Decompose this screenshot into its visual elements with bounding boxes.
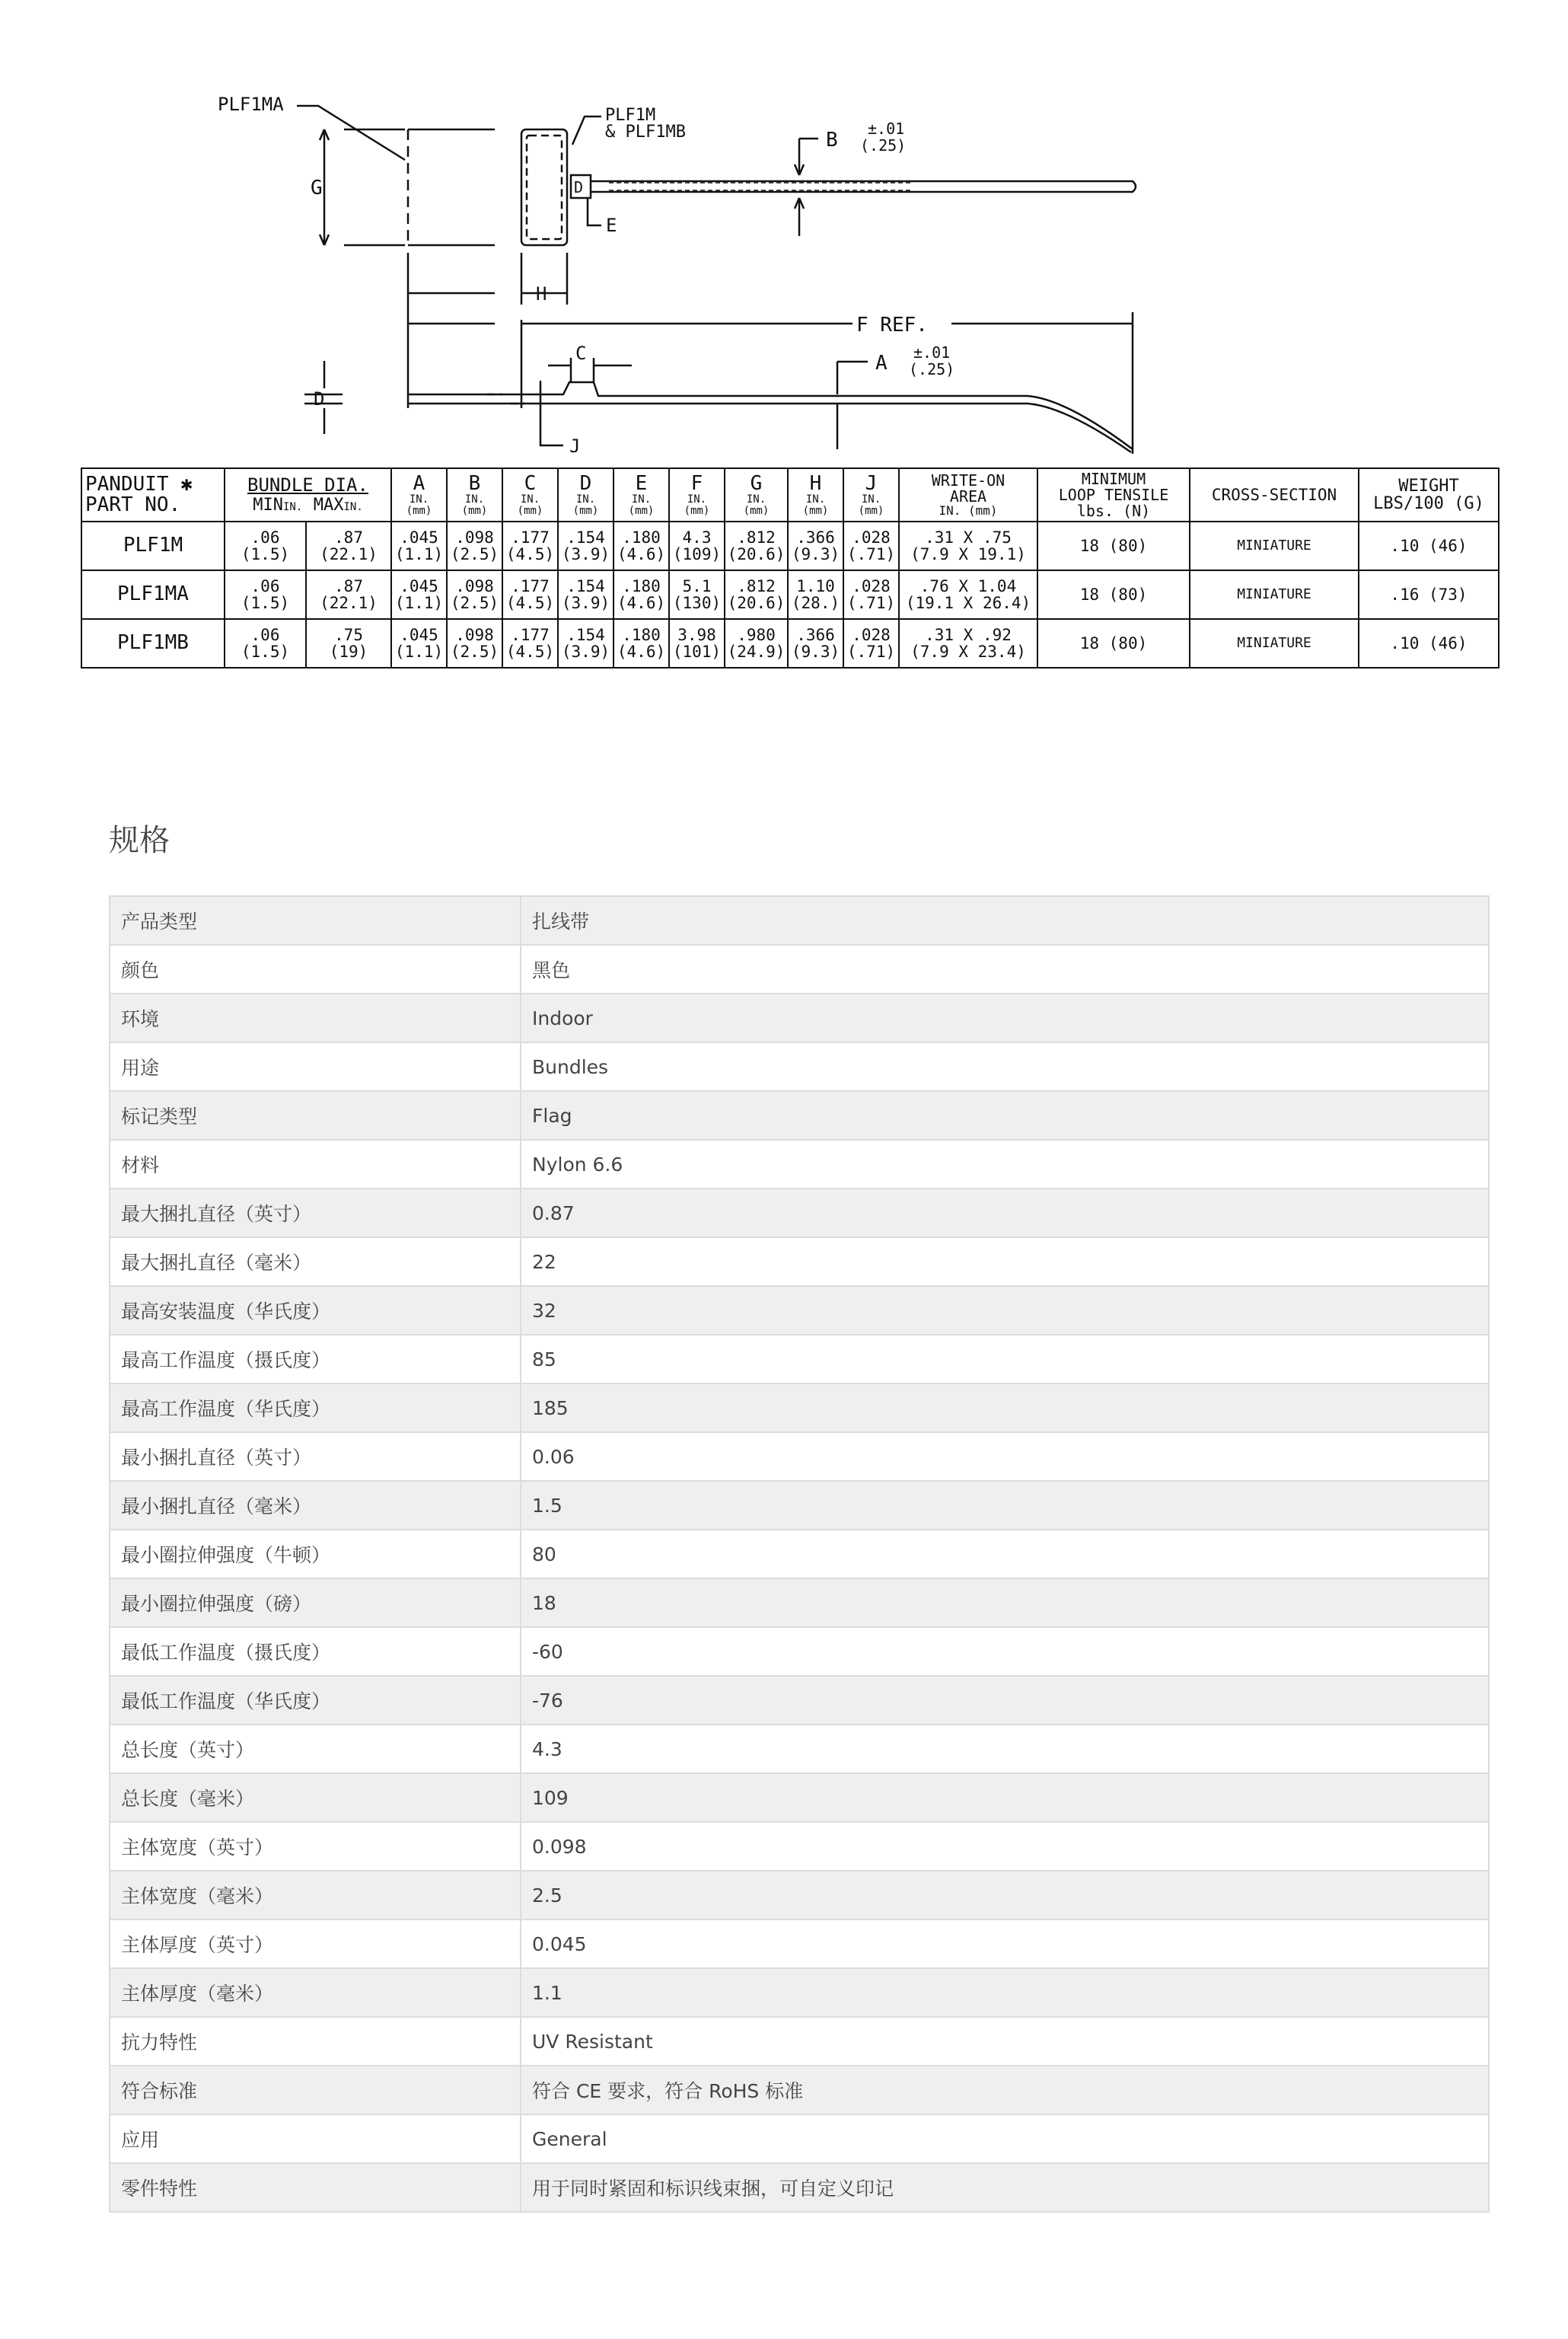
dim-cell: .812 (20.6) — [725, 522, 788, 570]
spec-value: Nylon 6.6 — [521, 1140, 1489, 1189]
dim-cell: MINIATURE — [1190, 522, 1359, 570]
spec-row — [110, 896, 1489, 945]
dim-cell: .177 (4.5) — [502, 570, 558, 619]
spec-row — [110, 1237, 1489, 1286]
spec-value: 0.045 — [521, 1919, 1489, 1968]
label-g: G — [311, 177, 323, 199]
dim-header-loop-tensile: MINIMUM LOOP TENSILE lbs. (N) — [1037, 468, 1190, 522]
label-c: C — [575, 343, 587, 364]
dim-cell: .154 (3.9) — [558, 619, 613, 668]
spec-value: General — [521, 2114, 1489, 2163]
label-plf1ma: PLF1MA — [218, 94, 284, 115]
label-f-ref: F REF. — [856, 314, 928, 337]
spec-row — [110, 1383, 1489, 1432]
spec-value: UV Resistant — [521, 2017, 1489, 2066]
dim-cell: .028 (.71) — [843, 570, 899, 619]
spec-section-title: 规格 — [109, 823, 170, 858]
dim-row — [81, 522, 1499, 570]
dim-header-h: H IN. (mm) — [788, 468, 843, 522]
dim-row — [81, 619, 1499, 668]
dim-header-c: C IN. (mm) — [502, 468, 558, 522]
spec-value: -76 — [521, 1676, 1489, 1725]
spec-row — [110, 1530, 1489, 1578]
dim-cell: .180 (4.6) — [613, 570, 669, 619]
spec-value: 18 — [521, 1578, 1489, 1627]
spec-row — [110, 945, 1489, 994]
spec-key: 主体厚度（毫米） — [110, 1968, 521, 2017]
spec-value: 109 — [521, 1773, 1489, 1822]
dim-cell: .177 (4.5) — [502, 619, 558, 668]
spec-key: 材料 — [110, 1140, 521, 1189]
label-d-head: D — [574, 178, 584, 196]
spec-key: 总长度（毫米） — [110, 1773, 521, 1822]
dim-row — [81, 570, 1499, 619]
dim-cell: .10 (46) — [1359, 522, 1499, 570]
spec-row — [110, 2017, 1489, 2066]
dim-header-j: J IN. (mm) — [843, 468, 899, 522]
spec-key: 最高安装温度（华氏度） — [110, 1286, 521, 1335]
spec-key: 零件特性 — [110, 2163, 521, 2212]
spec-key: 用途 — [110, 1042, 521, 1091]
dim-cell: .045 (1.1) — [391, 619, 447, 668]
dim-cell: .098 (2.5) — [447, 522, 502, 570]
dim-header-bundle: BUNDLE DIA. MININ. MAXIN. — [225, 468, 391, 522]
dim-header-g: G IN. (mm) — [725, 468, 788, 522]
spec-key: 最大捆扎直径（毫米） — [110, 1237, 521, 1286]
spec-row — [110, 1335, 1489, 1383]
label-a-tol2: (.25) — [909, 360, 955, 378]
dim-cell: 1.10 (28.) — [788, 570, 843, 619]
spec-key: 主体厚度（英寸） — [110, 1919, 521, 1968]
dim-cell: .028 (.71) — [843, 522, 899, 570]
spec-value: 4.3 — [521, 1725, 1489, 1773]
spec-row — [110, 994, 1489, 1042]
label-b-tol1: ±.01 — [868, 120, 905, 138]
spec-value: 22 — [521, 1237, 1489, 1286]
spec-table — [109, 895, 1490, 2213]
dim-cell: .06 (1.5) — [225, 570, 306, 619]
spec-value: 2.5 — [521, 1871, 1489, 1919]
spec-row — [110, 1042, 1489, 1091]
label-e: E — [606, 215, 617, 236]
dim-cell: .028 (.71) — [843, 619, 899, 668]
dim-part-no: PLF1MB — [81, 619, 225, 668]
dim-cell: MINIATURE — [1190, 570, 1359, 619]
dim-cell: .812 (20.6) — [725, 570, 788, 619]
dim-cell: .87 (22.1) — [306, 522, 391, 570]
spec-key: 主体宽度（毫米） — [110, 1871, 521, 1919]
label-plf1m: PLF1M — [605, 106, 656, 125]
spec-key: 最小捆扎直径（毫米） — [110, 1481, 521, 1530]
label-b: B — [826, 129, 838, 152]
dim-cell: .31 X .92 (7.9 X 23.4) — [899, 619, 1037, 668]
spec-row — [110, 1725, 1489, 1773]
dim-header-cross-section: CROSS-SECTION — [1190, 468, 1359, 522]
spec-value: Bundles — [521, 1042, 1489, 1091]
dim-cell: .366 (9.3) — [788, 619, 843, 668]
spec-value: -60 — [521, 1627, 1489, 1676]
dim-cell: .180 (4.6) — [613, 522, 669, 570]
dim-cell: .06 (1.5) — [225, 522, 306, 570]
spec-value: 0.87 — [521, 1189, 1489, 1237]
spec-value: 80 — [521, 1530, 1489, 1578]
spec-value: Flag — [521, 1091, 1489, 1140]
spec-key: 最小圈拉伸强度（磅） — [110, 1578, 521, 1627]
dim-cell: .177 (4.5) — [502, 522, 558, 570]
label-a-tol1: ±.01 — [913, 343, 951, 362]
spec-value: 黑色 — [521, 945, 1489, 994]
dim-cell: .366 (9.3) — [788, 522, 843, 570]
dim-header-write-on: WRITE-ON AREA IN. (mm) — [899, 468, 1037, 522]
dim-cell: .980 (24.9) — [725, 619, 788, 668]
spec-row — [110, 1189, 1489, 1237]
spec-value: 185 — [521, 1383, 1489, 1432]
dim-cell: 18 (80) — [1037, 619, 1190, 668]
spec-row — [110, 1578, 1489, 1627]
dim-header-e: E IN. (mm) — [613, 468, 669, 522]
spec-key: 颜色 — [110, 945, 521, 994]
dim-cell: .06 (1.5) — [225, 619, 306, 668]
spec-key: 抗力特性 — [110, 2017, 521, 2066]
spec-value: 用于同时紧固和标识线束捆，可自定义印记 — [521, 2163, 1489, 2212]
spec-row — [110, 1091, 1489, 1140]
spec-key: 最大捆扎直径（英寸） — [110, 1189, 521, 1237]
dim-part-no: PLF1M — [81, 522, 225, 570]
dim-cell: 18 (80) — [1037, 570, 1190, 619]
dim-cell: .154 (3.9) — [558, 570, 613, 619]
spec-value: 0.098 — [521, 1822, 1489, 1871]
spec-key: 符合标准 — [110, 2066, 521, 2114]
spec-row — [110, 1822, 1489, 1871]
spec-row — [110, 1286, 1489, 1335]
dim-cell: .098 (2.5) — [447, 619, 502, 668]
label-plf1mb: & PLF1MB — [605, 123, 686, 142]
dim-header-part: PANDUIT ✱ PART NO. — [81, 468, 225, 522]
dim-cell: .154 (3.9) — [558, 522, 613, 570]
dim-cell: .10 (46) — [1359, 619, 1499, 668]
label-h: H — [536, 283, 547, 305]
spec-key: 最小圈拉伸强度（牛顿） — [110, 1530, 521, 1578]
dim-header-b: B IN. (mm) — [447, 468, 502, 522]
spec-key: 标记类型 — [110, 1091, 521, 1140]
spec-key: 总长度（英寸） — [110, 1725, 521, 1773]
dim-cell: .75 (19) — [306, 619, 391, 668]
dim-cell: .31 X .75 (7.9 X 19.1) — [899, 522, 1037, 570]
dim-cell: .76 X 1.04 (19.1 X 26.4) — [899, 570, 1037, 619]
dim-header-d: D IN. (mm) — [558, 468, 613, 522]
spec-key: 产品类型 — [110, 896, 521, 945]
dim-cell: .098 (2.5) — [447, 570, 502, 619]
dimension-table — [81, 467, 1499, 669]
label-d-side: D — [314, 388, 325, 410]
spec-value: 符合 CE 要求，符合 RoHS 标准 — [521, 2066, 1489, 2114]
dim-cell: .045 (1.1) — [391, 570, 447, 619]
spec-key: 主体宽度（英寸） — [110, 1822, 521, 1871]
spec-row — [110, 2066, 1489, 2114]
dim-cell: .87 (22.1) — [306, 570, 391, 619]
dim-cell: 4.3 (109) — [669, 522, 725, 570]
spec-key: 最低工作温度（华氏度） — [110, 1676, 521, 1725]
spec-key: 最小捆扎直径（英寸） — [110, 1432, 521, 1481]
spec-key: 最低工作温度（摄氏度） — [110, 1627, 521, 1676]
dim-header-f: F IN. (mm) — [669, 468, 725, 522]
spec-row — [110, 2114, 1489, 2163]
label-b-tol2: (.25) — [860, 136, 907, 155]
dim-cell: .045 (1.1) — [391, 522, 447, 570]
spec-key: 最高工作温度（摄氏度） — [110, 1335, 521, 1383]
cable-tie-drawing — [76, 76, 1522, 457]
dim-cell: .180 (4.6) — [613, 619, 669, 668]
spec-row — [110, 1919, 1489, 1968]
spec-row — [110, 1871, 1489, 1919]
spec-row — [110, 1481, 1489, 1530]
spec-key: 应用 — [110, 2114, 521, 2163]
spec-value: 0.06 — [521, 1432, 1489, 1481]
spec-value: 32 — [521, 1286, 1489, 1335]
spec-row — [110, 1968, 1489, 2017]
spec-key: 环境 — [110, 994, 521, 1042]
dim-header-a: A IN. (mm) — [391, 468, 447, 522]
label-j: J — [569, 436, 581, 457]
spec-value: 85 — [521, 1335, 1489, 1383]
spec-value: Indoor — [521, 994, 1489, 1042]
dim-cell: 3.98 (101) — [669, 619, 725, 668]
label-a: A — [875, 352, 888, 375]
spec-row — [110, 1140, 1489, 1189]
spec-value: 扎线带 — [521, 896, 1489, 945]
spec-key: 最高工作温度（华氏度） — [110, 1383, 521, 1432]
spec-row — [110, 1676, 1489, 1725]
spec-row — [110, 2163, 1489, 2212]
spec-row — [110, 1627, 1489, 1676]
dim-cell: 5.1 (130) — [669, 570, 725, 619]
spec-row — [110, 1432, 1489, 1481]
dim-cell: .16 (73) — [1359, 570, 1499, 619]
dim-header-row — [81, 468, 1499, 522]
spec-row — [110, 1773, 1489, 1822]
spec-value: 1.5 — [521, 1481, 1489, 1530]
dim-cell: MINIATURE — [1190, 619, 1359, 668]
dim-header-weight: WEIGHT LBS/100 (G) — [1359, 468, 1499, 522]
spec-value: 1.1 — [521, 1968, 1489, 2017]
dim-part-no: PLF1MA — [81, 570, 225, 619]
dim-cell: 18 (80) — [1037, 522, 1190, 570]
